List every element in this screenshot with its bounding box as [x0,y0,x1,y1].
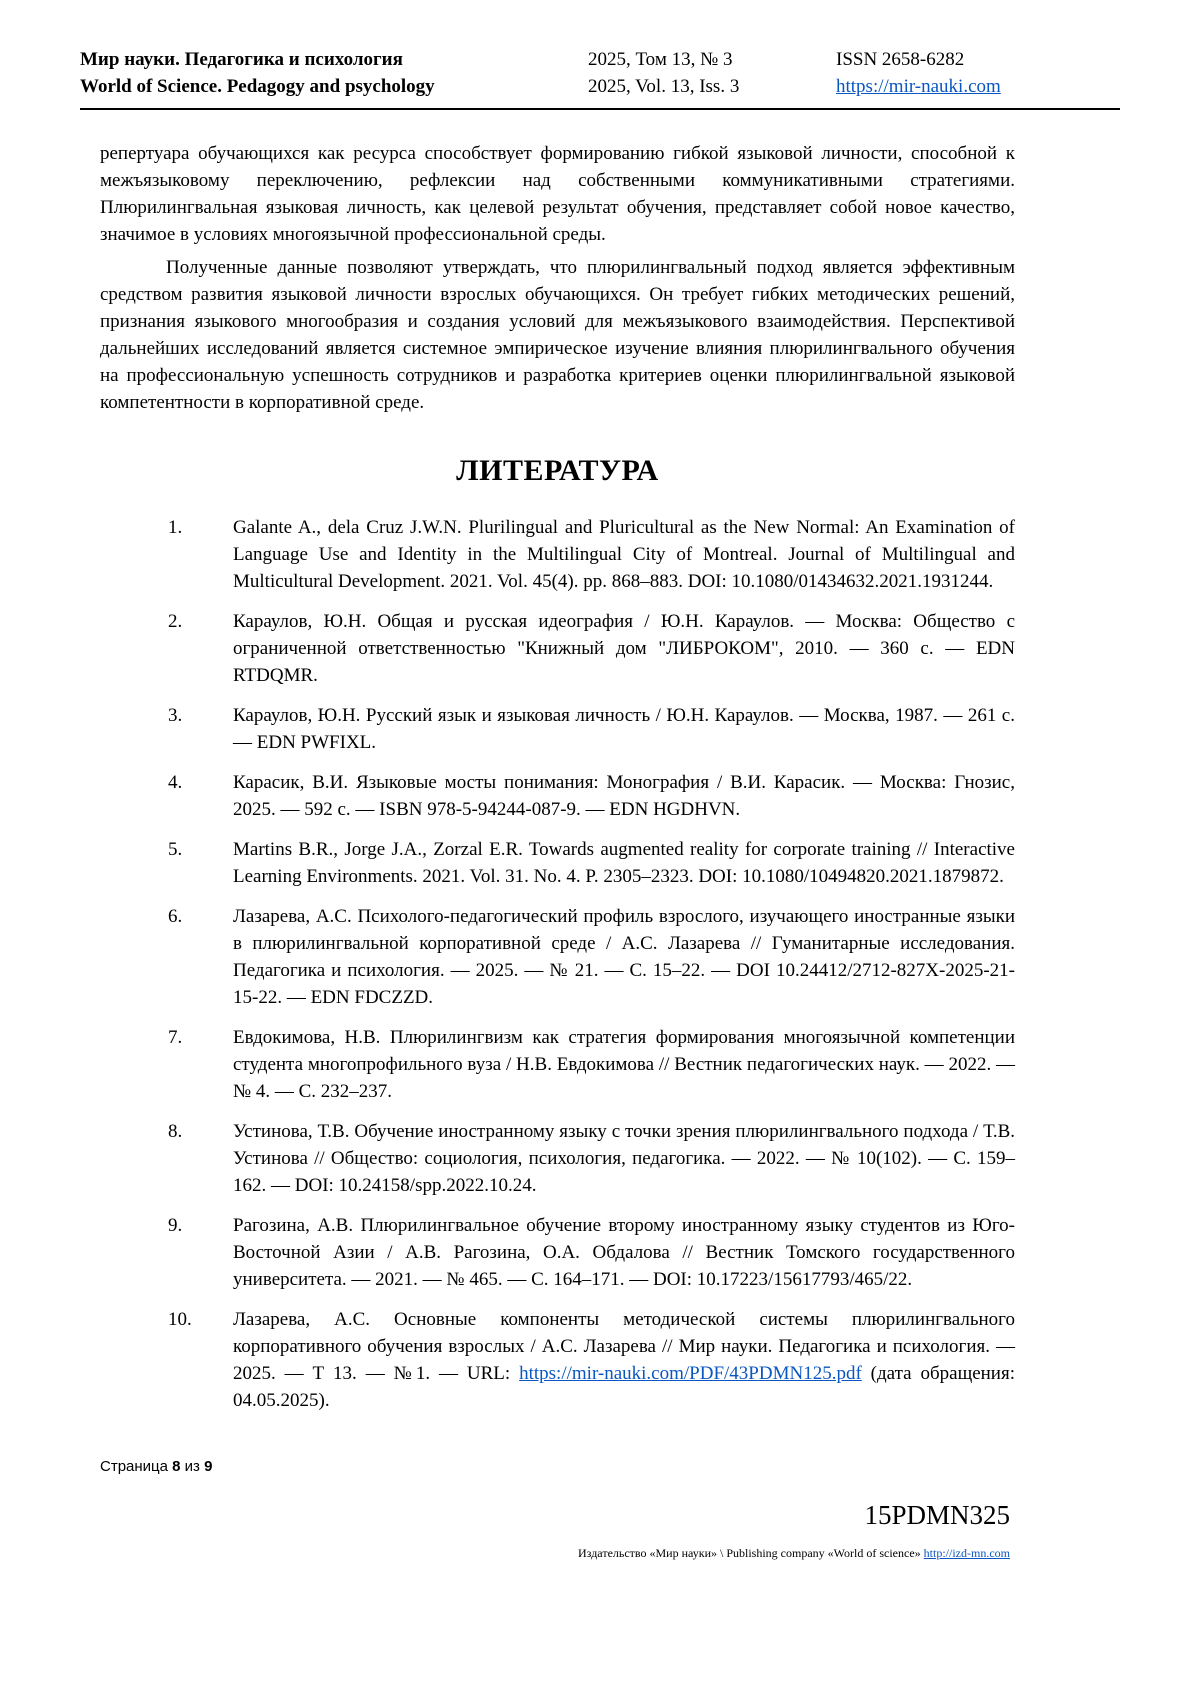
journal-title-en: World of Science. Pedagogy and psychology [80,76,435,97]
reference-item [100,769,1015,823]
reference-text [233,1309,1015,1411]
reference-text: Рагозина, А.В. Плюрилингвальное обучение второму иностранному языку студентов из Юго-Восточной Азии / А.В. Рагозина, О.А. Обдалова // Вестник Томского государственного университета. — 2021. — № 465. — С. 164–171. — DOI: 10.17223/15617793/465/22. [233,1215,1015,1290]
page-total-number: 9 [204,1458,213,1475]
reference-item [100,1306,1015,1414]
publisher-site-link[interactable]: http://izd-mn.com [923,1546,1010,1560]
issue-info-en: 2025, Vol. 13, Iss. 3 [588,76,740,97]
body-paragraph: репертуара обучающихся как ресурса способствует формированию гибкой языковой личности, способной к межъязыковому переключению, рефлексии над собственными коммуникативными стратегиями. Плюрилингвальная языковая личность, как целевой результат обучения, представляет собой новое качество, значимое в условиях многоязычной профессиональной среды. [100,143,1015,245]
references-heading: ЛИТЕРАТУРА [456,454,659,487]
page-word: Страница [100,1458,168,1475]
body-paragraph: Полученные данные позволяют утверждать, что плюрилингвальный подход является эффективным средством развития языковой личности взрослых обучающихся. Он требует гибких методических решений, признания языкового многообразия и создания условий для межъязыкового взаимодействия. Перспективой дальнейших исследований является системное эмпирическое изучение влияния плюрилингвального обучения на профессиональную успешность сотрудников и разработка критериев оценки плюрилингвальной языковой компетентности в корпоративной среде. [100,257,1015,413]
reference-number: 1. [168,517,183,538]
reference-text-after-link: (дата обращения: 04.05.2025). [233,1363,1015,1411]
of-word: из [184,1458,200,1475]
journal-title-ru: Мир науки. Педагогика и психология [80,49,403,70]
issn-text: ISSN 2658-6282 [836,49,965,70]
reference-number: 9. [168,1215,183,1236]
reference-number: 6. [168,906,183,927]
reference-number: 10. [168,1309,192,1330]
reference-number: 3. [168,705,183,726]
reference-number: 7. [168,1027,183,1048]
reference-text: Galante A., dela Cruz J.W.N. Plurilingual and Pluricultural as the New Normal: An Examination of Language Use and Identity in the Multilingual City of Montreal. Journal of Multilingual and Multicultural Development. 2021. Vol. 45(4). pp. 868–883. DOI: 10.1080/01434632.2021.1931244. [233,517,1015,592]
reference-number: 5. [168,839,183,860]
reference-number: 8. [168,1121,183,1142]
journal-site-link[interactable]: https://mir-nauki.com [836,76,1001,97]
publisher-text: Издательство «Мир науки» \ Publishing company «World of science» [578,1546,924,1560]
reference-text: Карасик, В.И. Языковые мосты понимания: Монография / В.И. Карасик. — Москва: Гнозис, 2025. — 592 с. — ISBN 978-5-94244-087-9. — EDN HGDHVN. [233,772,1015,820]
reference-item [100,1024,1015,1105]
reference-number: 4. [168,772,183,793]
reference-number: 2. [168,611,183,632]
reference-text: Караулов, Ю.Н. Русский язык и языковая личность / Ю.Н. Караулов. — Москва, 1987. — 261 с. — EDN PWFIXL. [233,705,1015,753]
issn-block [836,46,1120,100]
page-indicator [100,1458,212,1475]
references-list [100,514,1015,1414]
journal-header [80,46,1120,100]
reference-item [100,903,1015,1011]
publisher-line [578,1546,1010,1561]
issue-info-ru: 2025, Том 13, № 3 [588,49,733,70]
reference-text-before-link: Лазарева, А.С. Основные компоненты методической системы плюрилингвального корпоративного обучения взрослых / А.С. Лазарева // Мир науки. Педагогика и психология. — 2025. — Т 13. — №1. — URL: [233,1309,1015,1384]
reference-text: Евдокимова, Н.В. Плюрилингвизм как стратегия формирования многоязычной компетенции студента многопрофильного вуза / Н.В. Евдокимова // Вестник педагогических наук. — 2022. — № 4. — С. 232–237. [233,1027,1015,1102]
reference-item [100,836,1015,890]
header-divider [80,108,1120,110]
reference-item [100,514,1015,595]
reference-item [100,608,1015,689]
reference-text: Лазарева, А.С. Психолого-педагогический профиль взрослого, изучающего иностранные языки в плюрилингвальной корпоративной среде / А.С. Лазарева // Гуманитарные исследования. Педагогика и психология. — 2025. — № 21. — С. 15–22. — DOI 10.24412/2712-827X-2025-21-15-22. — EDN FDCZZD. [233,906,1015,1008]
reference-text: Martins B.R., Jorge J.A., Zorzal E.R. Towards augmented reality for corporate training // Interactive Learning Environments. 2021. Vol. 31. No. 4. P. 2305–2323. DOI: 10.1080/10494820.2021.1879872. [233,839,1015,887]
reference-item [100,1118,1015,1199]
document-id: 15PDMN325 [864,1500,1010,1530]
reference-item [100,1212,1015,1293]
reference-pdf-link[interactable]: https://mir-nauki.com/PDF/43PDMN125.pdf [519,1363,862,1384]
article-body [100,140,1015,1414]
page-current-number: 8 [172,1458,181,1475]
issue-info-block [588,46,836,100]
reference-text: Караулов, Ю.Н. Общая и русская идеография / Ю.Н. Караулов. — Москва: Общество с ограниченной ответственностью "Книжный дом "ЛИБРОКОМ", 2010. — 360 с. — EDN RTDQMR. [233,611,1015,686]
journal-title-block [80,46,588,100]
reference-text: Устинова, Т.В. Обучение иностранному языку с точки зрения плюрилингвального подхода / Т.В. Устинова // Общество: социология, психология, педагогика. — 2022. — № 10(102). — С. 159–162. — DOI: 10.24158/spp.2022.10.24. [233,1121,1015,1196]
reference-item [100,702,1015,756]
